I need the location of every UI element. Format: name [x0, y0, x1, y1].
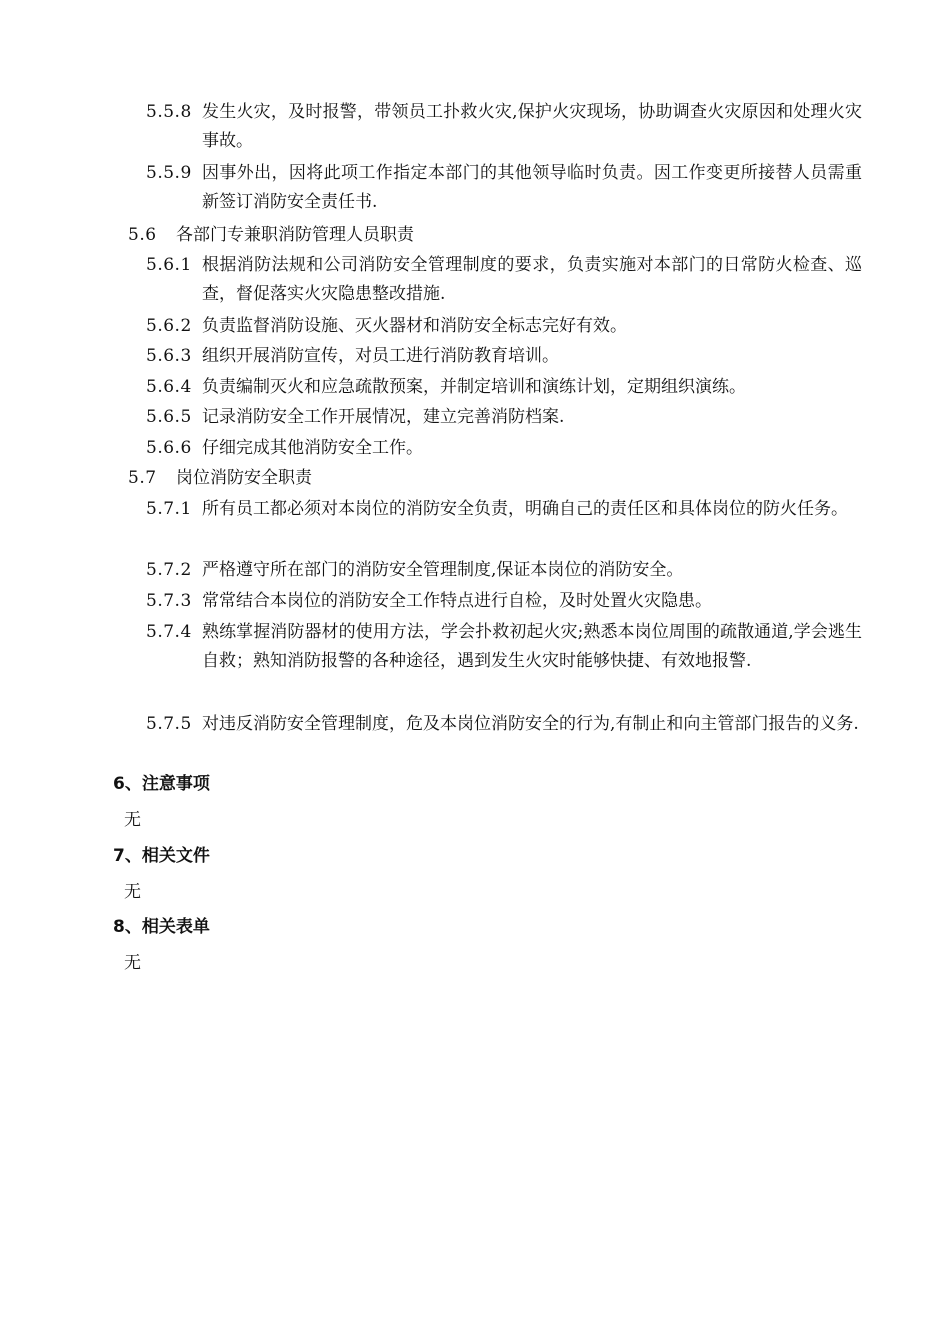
- clause-number: 5.6.6: [146, 438, 192, 458]
- clause-number: 5.7.3: [146, 591, 192, 611]
- clause-number: 5.5.9: [146, 163, 192, 183]
- clause-5-6-2: [146, 312, 862, 341]
- clause-text: 负责编制灭火和应急疏散预案，并制定培训和演练计划，定期组织演练。: [202, 377, 746, 397]
- clause-number: 5.6.2: [146, 316, 192, 336]
- subsection-title: 各部门专兼职消防管理人员职责: [176, 225, 414, 245]
- clause-number: 5.6.5: [146, 407, 192, 427]
- section-heading-6: 6、注意事项: [113, 774, 210, 794]
- clause-text: 仔细完成其他消防安全工作。: [202, 438, 423, 458]
- clause-text: 记录消防安全工作开展情况，建立完善消防档案.: [202, 407, 565, 427]
- clause-5-6-6: [146, 434, 862, 463]
- clause-text: 熟练掌握消防器材的使用方法，学会扑救初起火灾;熟悉本岗位周围的疏散通道,学会逃生自救；熟知消防报警的各种途径，遇到发生火灾时能够快捷、有效地报警.: [202, 622, 862, 671]
- clause-text: 因事外出，因将此项工作指定本部门的其他领导临时负责。因工作变更所接替人员需重新签订消防安全责任书.: [202, 163, 862, 212]
- clause-number: 5.5.8: [146, 102, 192, 122]
- clause-number: 5.7.1: [146, 499, 192, 519]
- subsection-title: 岗位消防安全职责: [176, 468, 312, 488]
- clause-5-7-1: [146, 495, 862, 524]
- subsection-number: 5.7: [128, 468, 157, 488]
- clause-text: 严格遵守所在部门的消防安全管理制度,保证本岗位的消防安全。: [202, 560, 684, 580]
- clause-5-6-1: [146, 251, 862, 309]
- clause-number: 5.6.1: [146, 255, 192, 275]
- subsection-number: 5.6: [128, 225, 157, 245]
- clause-text: 组织开展消防宣传，对员工进行消防教育培训。: [202, 346, 559, 366]
- clause-text: 发生火灾，及时报警，带领员工扑救火灾,保护火灾现场，协助调查火灾原因和处理火灾事故。: [202, 102, 862, 151]
- clause-5-5-8: [146, 98, 862, 156]
- section-heading-7: 7、相关文件: [113, 846, 210, 866]
- clause-text: 所有员工都必须对本岗位的消防安全负责，明确自己的责任区和具体岗位的防火任务。: [202, 499, 848, 519]
- clause-5-7-3: [146, 587, 862, 616]
- clause-text: 根据消防法规和公司消防安全管理制度的要求，负责实施对本部门的日常防火检查、巡查，督促落实火灾隐患整改措施.: [202, 255, 862, 304]
- clause-5-6-3: [146, 342, 862, 371]
- clause-number: 5.7.2: [146, 560, 192, 580]
- clause-text: 负责监督消防设施、灭火器材和消防安全标志完好有效。: [202, 316, 627, 336]
- clause-text: 常常结合本岗位的消防安全工作特点进行自检，及时处置火灾隐患。: [202, 591, 712, 611]
- clause-5-6-4: [146, 373, 862, 402]
- clause-5-7-4: [146, 618, 862, 676]
- clause-text: 对违反消防安全管理制度，危及本岗位消防安全的行为,有制止和向主管部门报告的义务.: [202, 714, 859, 734]
- section-body-8: 无: [124, 953, 141, 973]
- clause-number: 5.6.4: [146, 377, 192, 397]
- subsection-5-7: [128, 464, 312, 493]
- section-heading-8: 8、相关表单: [113, 917, 210, 937]
- subsection-5-6: [128, 221, 414, 250]
- section-body-7: 无: [124, 882, 141, 902]
- clause-5-5-9: [146, 159, 862, 217]
- clause-5-7-2: [146, 556, 862, 585]
- clause-number: 5.6.3: [146, 346, 192, 366]
- clause-number: 5.7.5: [146, 714, 192, 734]
- clause-5-6-5: [146, 403, 862, 432]
- section-body-6: 无: [124, 810, 141, 830]
- clause-5-7-5: [146, 710, 862, 739]
- clause-number: 5.7.4: [146, 622, 192, 642]
